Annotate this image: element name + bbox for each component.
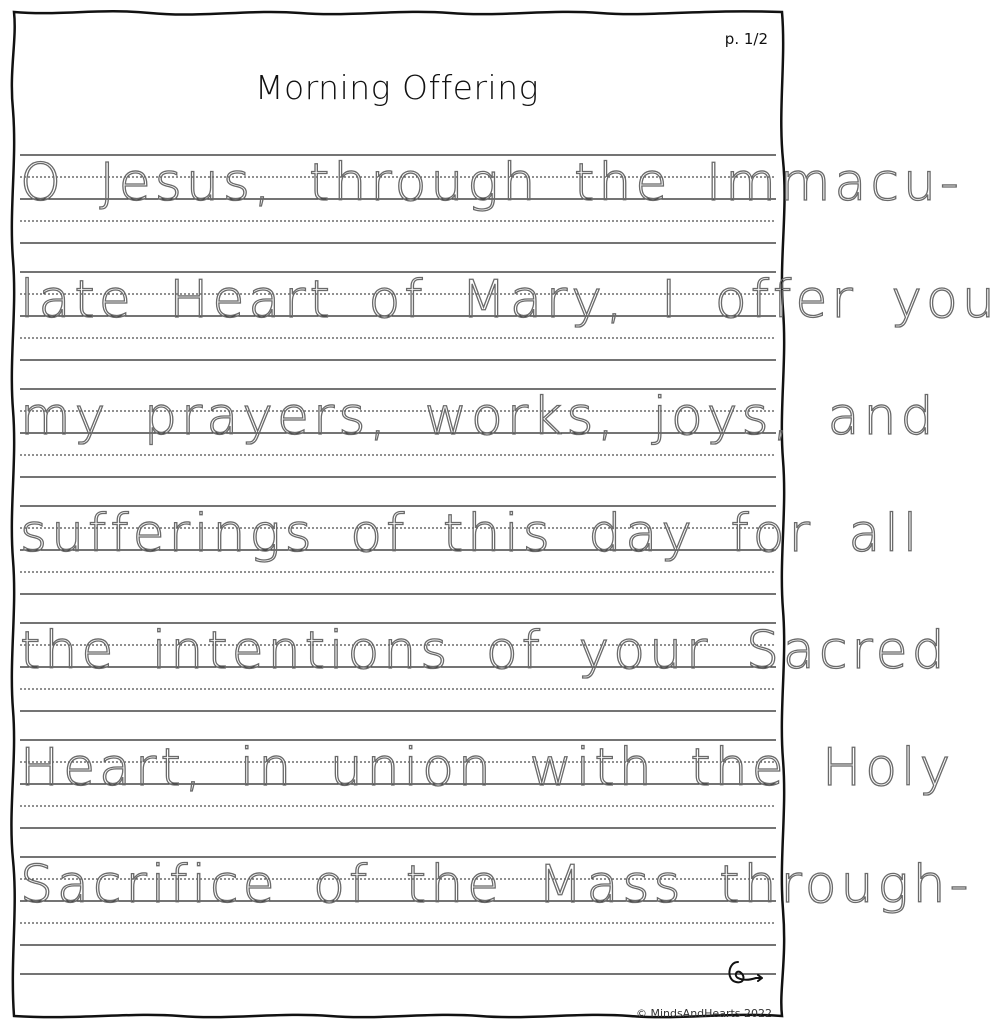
page-title: Morning Offering	[255, 68, 539, 107]
trace-line-2: late Heart of Mary, I offer you	[20, 270, 999, 330]
trace-line-6: Heart, in union with the Holy	[20, 738, 955, 798]
trace-line-3: my prayers, works, joys, and	[20, 387, 938, 447]
trace-line-1: O Jesus, through the Immacu-	[20, 153, 963, 213]
copyright-notice: © MindsAndHearts 2022	[635, 1007, 772, 1020]
swirl-signature-logo	[724, 958, 766, 992]
page-number: p. 1/2	[724, 30, 768, 48]
trace-line-5: the intentions of your Sacred	[20, 621, 949, 681]
trace-line-7: Sacrifice of the Mass through-	[20, 855, 973, 915]
trace-line-4: sufferings of this day for all	[20, 504, 922, 564]
